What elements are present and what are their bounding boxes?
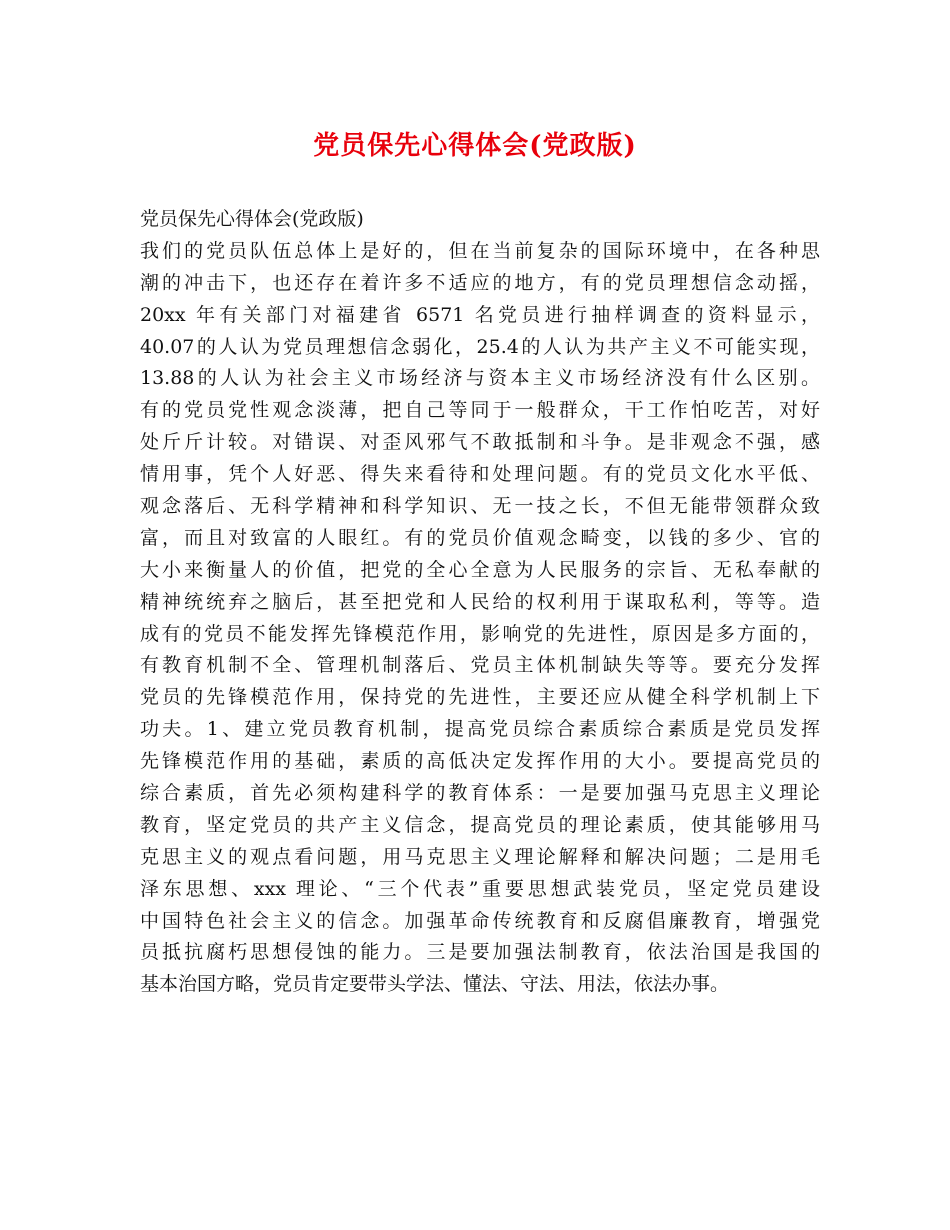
body-line: 我们的党员队伍总体上是好的，但在当前复杂的国际环境中，在各种思 [140, 239, 820, 262]
body-line: 有的党员党性观念淡薄，把自己等同于一般群众，干工作怕吃苦，对好 [140, 399, 820, 422]
body-line: 大小来衡量人的价值，把党的全心全意为人民服务的宗旨、无私奉献的 [140, 558, 820, 581]
body-line: 中国特色社会主义的信念。加强革命传统教育和反腐倡廉教育，增强党 [140, 909, 820, 932]
body-line: 情用事，凭个人好恶、得失来看待和处理问题。有的党员文化水平低、 [140, 463, 820, 486]
body-line: 观念落后、无科学精神和科学知识、无一技之长，不但无能带领群众致 [140, 495, 820, 518]
body-line: 基本治国方略，党员肯定要带头学法、懂法、守法、用法，依法办事。 [140, 973, 730, 996]
body-line: 先锋模范作用的基础，素质的高低决定发挥作用的大小。要提高党员的 [140, 750, 820, 773]
body-line: 处斤斤计较。对错误、对歪风邪气不敢抵制和斗争。是非观念不强，感 [140, 431, 820, 454]
body-line: 40.07的人认为党员理想信念弱化，25.4的人认为共产主义不可能实现， [140, 335, 820, 358]
body-line: 20xx 年有关部门对福建省 6571 名党员进行抽样调查的资料显示， [140, 303, 820, 326]
body-line: 功夫。1、建立党员教育机制，提高党员综合素质综合素质是党员发挥 [140, 718, 820, 741]
body-line: 潮的冲击下，也还存在着许多不适应的地方，有的党员理想信念动摇， [140, 271, 820, 294]
body-line: 综合素质，首先必须构建科学的教育体系：一是要加强马克思主义理论 [140, 782, 820, 805]
body-line: 成有的党员不能发挥先锋模范作用，影响党的先进性，原因是多方面的， [140, 622, 820, 645]
body-line: 富，而且对致富的人眼红。有的党员价值观念畸变，以钱的多少、官的 [140, 526, 820, 549]
body-line: 员抵抗腐朽思想侵蚀的能力。三是要加强法制教育，依法治国是我国的 [140, 941, 820, 964]
body-line: 精神统统弃之脑后，甚至把党和人民给的权利用于谋取私利，等等。造 [140, 590, 820, 613]
body-line: 13.88的人认为社会主义市场经济与资本主义市场经济没有什么区别。 [140, 367, 820, 390]
body-line: 泽东思想、xxx 理论、“三个代表”重要思想武装党员，坚定党员建设 [140, 877, 820, 900]
document-title: 党员保先心得体会(党政版) [313, 131, 637, 161]
body-line: 教育，坚定党员的共产主义信念，提高党员的理论素质，使其能够用马 [140, 813, 820, 836]
body-line: 党员保先心得体会(党政版) [140, 208, 364, 230]
document-body [140, 204, 820, 1001]
body-line: 克思主义的观点看问题，用马克思主义理论解释和解决问题；二是用毛 [140, 845, 820, 868]
body-line: 党员的先锋模范作用，保持党的先进性，主要还应从健全科学机制上下 [140, 686, 820, 709]
body-line: 有教育机制不全、管理机制落后、党员主体机制缺失等等。要充分发挥 [140, 654, 820, 677]
